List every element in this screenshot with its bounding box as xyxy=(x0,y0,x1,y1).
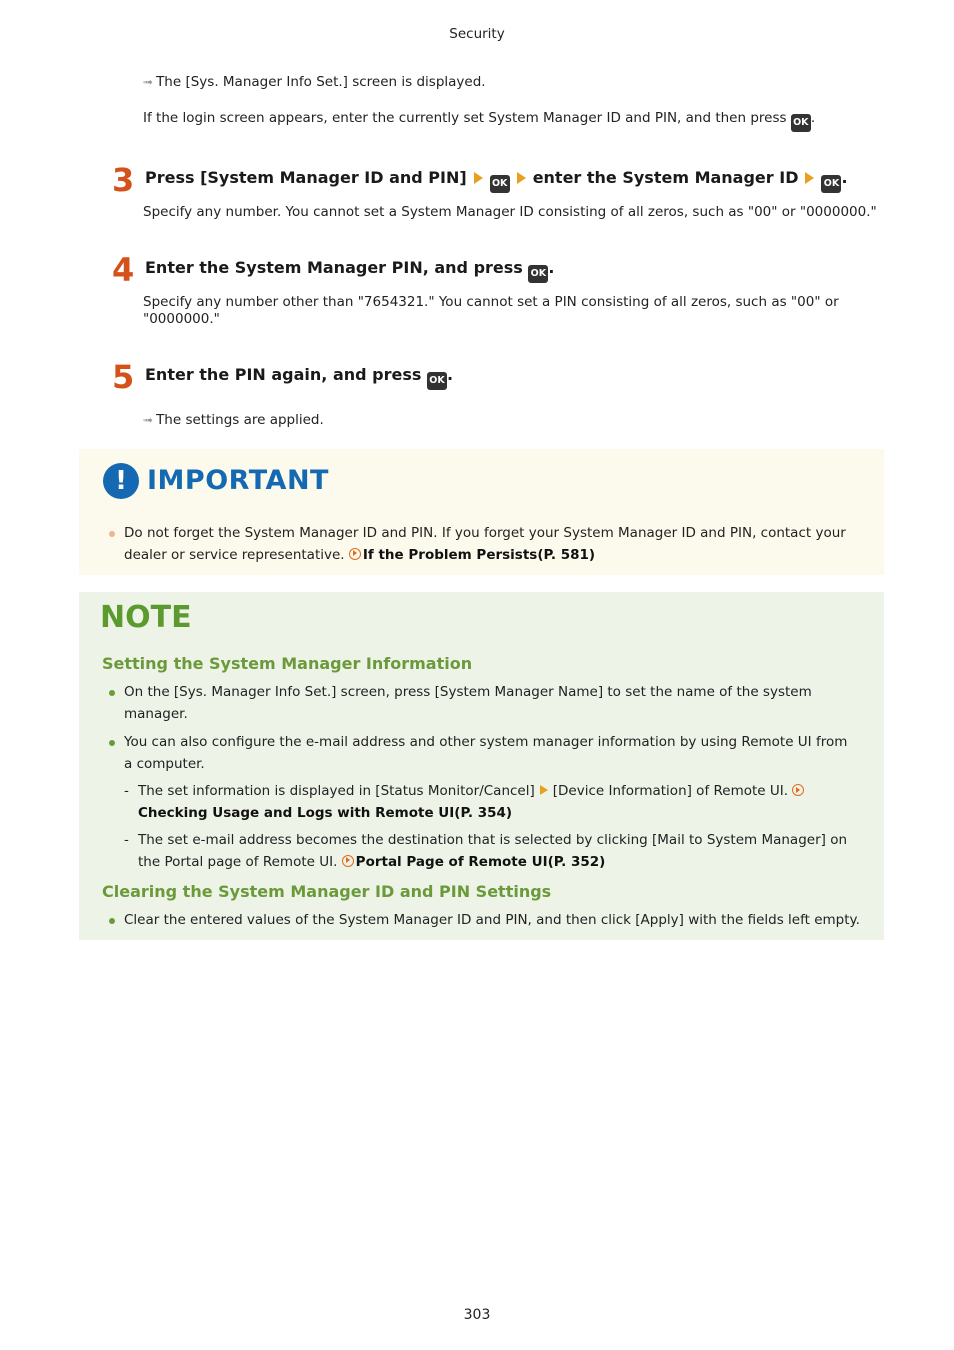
note-bullet-text: Clear the entered values of the System Manager ID and PIN, and then click [Apply] with the fields left empty. xyxy=(124,912,860,928)
dash-marker: - xyxy=(124,832,129,848)
ok-key-icon: OK xyxy=(528,265,548,283)
step-number: 4 xyxy=(112,251,135,289)
note-bullet-text: On the [Sys. Manager Info Set.] screen, press [System Manager Name] to set the name of the system manager. xyxy=(124,684,812,722)
page-header-section: Security xyxy=(449,26,505,42)
arrow-right-icon xyxy=(540,785,548,795)
arrow-right-icon xyxy=(474,172,483,184)
exclamation-icon: ! xyxy=(103,463,139,499)
dash-marker: - xyxy=(124,783,129,799)
page-number: 303 xyxy=(463,1307,491,1323)
result-line: ➟ The [Sys. Manager Info Set.] screen is displayed. xyxy=(143,74,486,90)
note-bullet-text: You can also configure the e-mail address and other system manager information by using Remote UI from a computer. xyxy=(124,734,848,772)
ok-key-icon: OK xyxy=(490,175,510,193)
bullet-icon xyxy=(109,690,115,696)
note-sub-item: The set information is displayed in [Status Monitor/Cancel] [Device Information] of Remote UI. Checking Usage and Logs with Remote UI(P. 354) xyxy=(138,781,858,824)
note-title: NOTE xyxy=(100,600,192,635)
step-number: 3 xyxy=(112,161,135,199)
result-arrow-icon: ➟ xyxy=(143,75,154,89)
link-icon xyxy=(349,548,361,560)
problem-persists-link[interactable]: If the Problem Persists(P. 581) xyxy=(362,546,596,563)
bullet-icon xyxy=(109,918,115,924)
link-icon xyxy=(342,855,354,867)
arrow-right-icon xyxy=(805,172,814,184)
portal-page-link[interactable]: Portal Page of Remote UI(P. 352) xyxy=(355,853,606,870)
ok-key-icon: OK xyxy=(791,114,811,132)
important-title: IMPORTANT xyxy=(147,465,329,496)
important-text: Do not forget the System Manager ID and PIN. If you forget your System Manager ID and PIN, contact your dealer or service representative. If the Problem Persists(P. 581) xyxy=(124,525,846,563)
step-title: Enter the PIN again, and press OK . xyxy=(145,364,453,390)
step-title: Enter the System Manager PIN, and press OK . xyxy=(145,257,554,283)
ok-key-icon: OK xyxy=(427,372,447,390)
bullet-icon xyxy=(109,531,115,537)
link-icon xyxy=(792,784,804,796)
bullet-icon xyxy=(109,740,115,746)
login-instruction: If the login screen appears, enter the currently set System Manager ID and PIN, and then press OK . xyxy=(143,110,883,132)
note-sub-item: The set e-mail address becomes the destination that is selected by clicking [Mail to System Manager] on the Portal page of Remote UI. Portal Page of Remote UI(P. 352) xyxy=(138,832,848,870)
usage-logs-link[interactable]: Checking Usage and Logs with Remote UI(P. 354) xyxy=(138,804,513,821)
ok-key-icon: OK xyxy=(821,175,841,193)
note-heading: Clearing the System Manager ID and PIN Settings xyxy=(102,882,552,901)
note-heading: Setting the System Manager Information xyxy=(102,654,473,673)
step-description: Specify any number other than "7654321." You cannot set a PIN consisting of all zeros, such as "00" or "0000000." xyxy=(143,294,839,327)
result-arrow-icon: ➟ xyxy=(143,413,154,427)
step-title: Press [System Manager ID and PIN] OK enter the System Manager ID OK . xyxy=(145,167,848,193)
step-description: Specify any number. You cannot set a System Manager ID consisting of all zeros, such as "00" or "0000000." xyxy=(143,204,877,220)
step-number: 5 xyxy=(112,358,135,396)
result-line: ➟ The settings are applied. xyxy=(143,412,324,428)
arrow-right-icon xyxy=(517,172,526,184)
